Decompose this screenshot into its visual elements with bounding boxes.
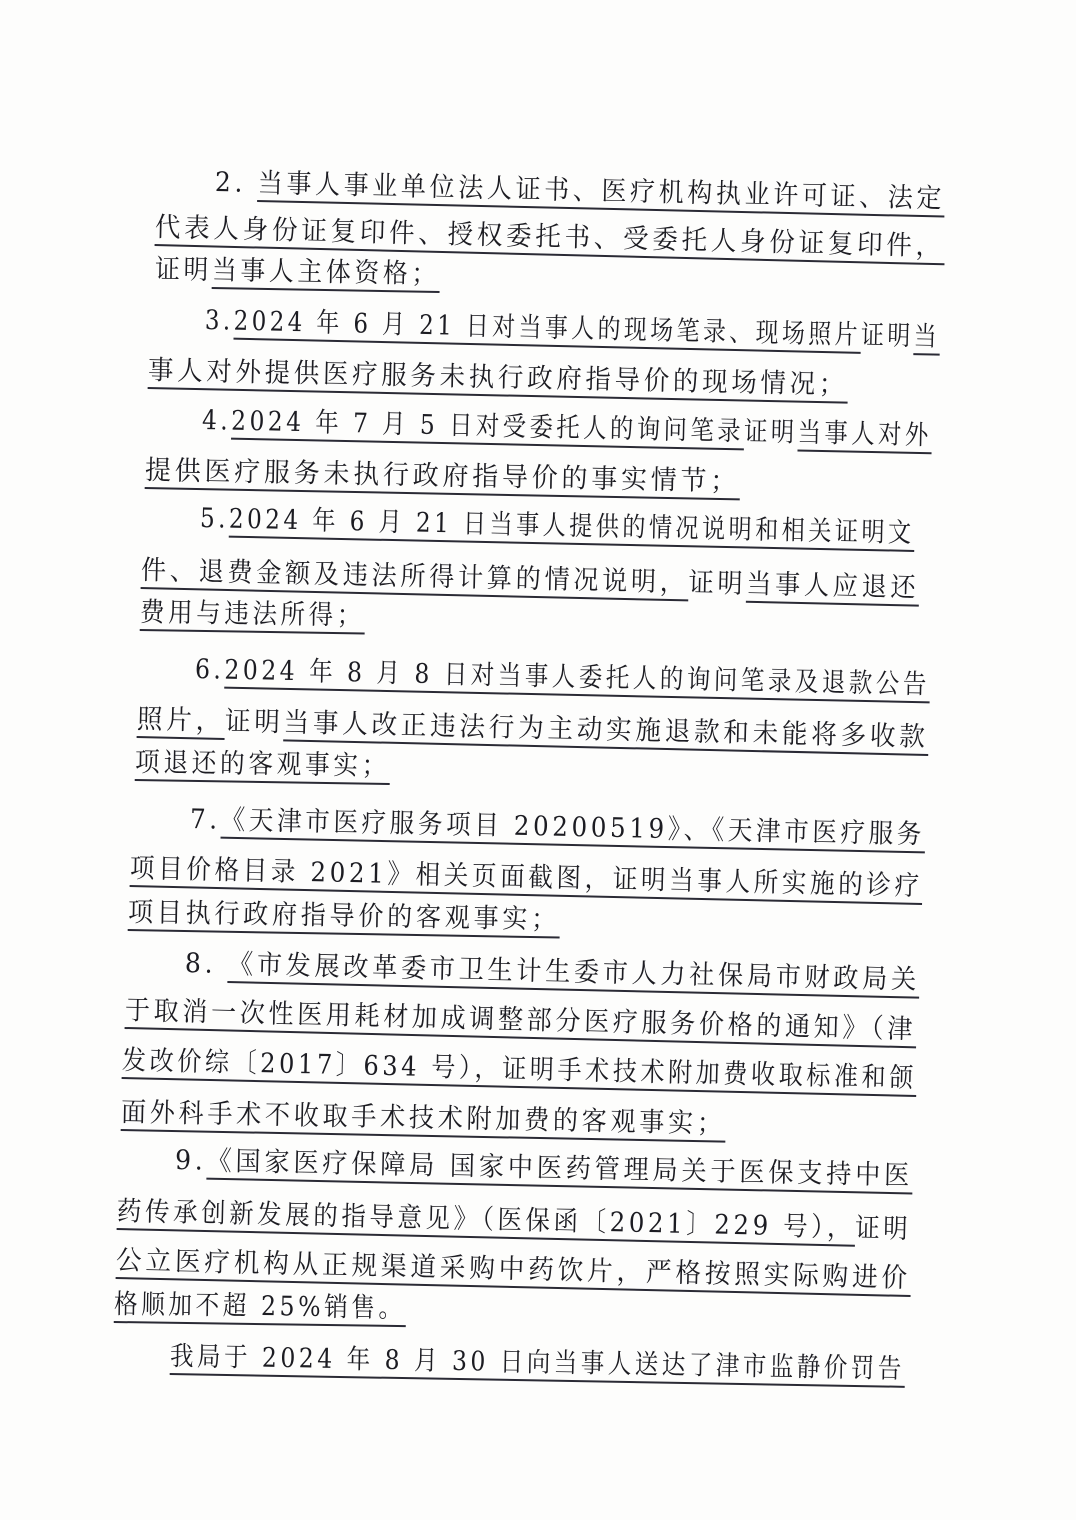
underlined-text: 我局于 2024 年 8 月 30 日向当事人送达了津市监静价罚告 <box>170 1341 905 1388</box>
underlined-text: 于取消一次性医用耗材加成调整部分医疗服务价格的通知》（津 <box>125 995 917 1048</box>
text-line <box>135 740 391 789</box>
underlined-text: 当事人主体资格； <box>212 255 440 293</box>
underlined-text: 当事人应退还 <box>746 569 920 607</box>
text-line <box>200 496 915 556</box>
underlined-text: 2024 年 6 月 21 日当事人提供的情况说明和相关证明文 <box>229 504 915 552</box>
underlined-text: 当事人对外 <box>797 417 932 454</box>
text-line <box>195 647 931 707</box>
text-line <box>128 890 561 943</box>
underlined-text: 费用与违法所得； <box>140 597 365 635</box>
text-line <box>114 1282 406 1331</box>
text-line <box>155 247 441 297</box>
underlined-text: 《国家医疗保障局 国家中医药管理局关于医保支持中医 <box>206 1146 913 1195</box>
underlined-text: 项目执行政府指导价的客观事实； <box>128 897 561 939</box>
plain-text: 证明 <box>224 706 284 739</box>
plain-text: 3. <box>204 305 235 337</box>
text-line <box>190 797 926 857</box>
underlined-text: 发改价综〔2017〕634 号），证明手术技术附加费收取标准和颌 <box>122 1045 918 1097</box>
underlined-text: 件、退费金额及违法所得计算的情况说明， <box>141 555 689 601</box>
text-line <box>170 1334 906 1392</box>
plain-text: 5. <box>199 503 230 535</box>
underlined-text: 2024 年 8 月 8 日对当事人委托人的询问笔录及退款公告 <box>224 655 930 704</box>
plain-text: 证明 <box>860 319 915 353</box>
text-line <box>175 1138 914 1198</box>
plain-text: 4. <box>201 405 232 437</box>
underlined-text: 2024 年 7 月 5 日对受委托人的询问笔录 <box>231 406 745 451</box>
underlined-text: 事人对外提供医疗服务未执行政府指导价的现场情况； <box>148 355 849 404</box>
plain-text: 证明 <box>154 254 213 286</box>
underlined-text: 面外科手术不收取手术技术附加费的客观事实； <box>121 1097 726 1143</box>
underlined-text: 照片， <box>137 704 226 740</box>
plain-text: 2. <box>214 167 259 199</box>
underlined-text: 格顺加不超 25%销售。 <box>114 1289 406 1327</box>
plain-text: 证明 <box>854 1212 912 1246</box>
underlined-text: 项退还的客观事实； <box>135 747 391 785</box>
underlined-text: 《市发展改革委市卫生计生委市人力社保局市财政局关 <box>228 949 921 999</box>
underlined-text: 药传承创新发展的指导意见》（医保函〔2021〕229 号）， <box>117 1196 856 1247</box>
plain-text: 6. <box>194 654 225 686</box>
plain-text: 证明 <box>688 567 747 600</box>
underlined-text: 2024 年 6 月 21 日对当事人的现场笔录、现场照片 <box>233 306 861 354</box>
text-line <box>140 590 366 639</box>
underlined-text: 当事人事业单位法人证书、医疗机构执业许可证、法定 <box>257 168 945 218</box>
underlined-text: 当事人改正违法行为主动实施退款和未能将多收款 <box>283 707 929 756</box>
underlined-text: 项目价格目录 2021》相关页面截图，证明当事人所实施的诊疗 <box>130 853 923 905</box>
underlined-text: 提供医疗服务未执行政府指导价的事实情节； <box>145 455 741 500</box>
text-line <box>204 298 940 360</box>
underlined-text: 公立医疗机构从正规渠道采购中药饮片，严格按照实际购进价 <box>116 1245 912 1297</box>
plain-text: 8. <box>184 948 229 980</box>
underlined-text: 当 <box>913 321 940 356</box>
plain-text: 证明 <box>743 416 798 449</box>
underlined-text: 代表人身份证复印件、授权委托书、受委托人身份证复印件， <box>155 212 946 265</box>
plain-text: 7. <box>189 804 222 836</box>
plain-text: 9. <box>174 1145 207 1177</box>
underlined-text: 《天津市医疗服务项目 20200519》、《天津市医疗服务 <box>220 805 925 854</box>
